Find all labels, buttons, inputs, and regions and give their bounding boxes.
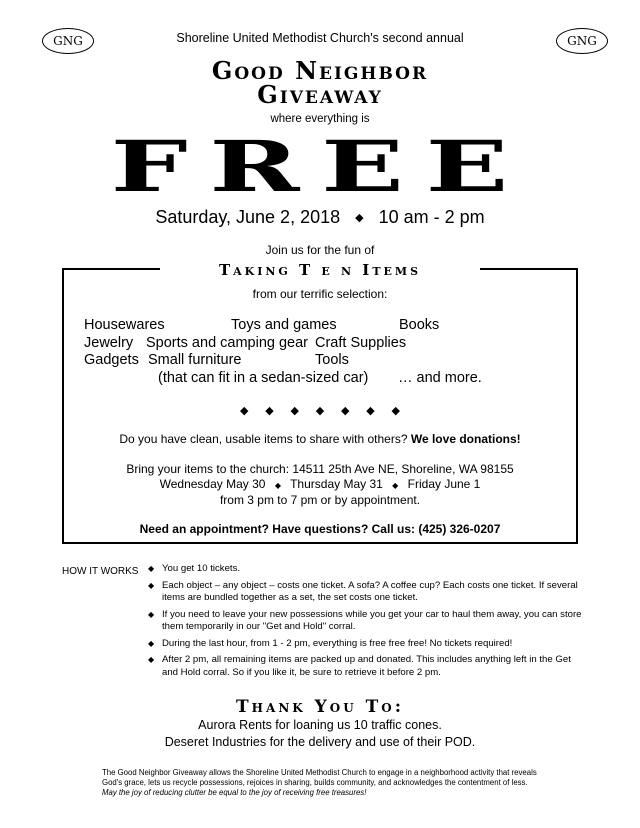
join-line: Join us for the fun of	[265, 243, 375, 257]
list-item	[148, 609, 588, 634]
intro-line: Shoreline United Methodist Church's second annual	[176, 31, 464, 45]
item-tools: Tools	[315, 352, 349, 368]
item-sports: Sports and camping gear	[146, 335, 309, 351]
thanks-title: Thank You To:	[236, 697, 404, 717]
item-craft: Craft Supplies	[315, 335, 407, 351]
diamond-icon: ◆	[355, 212, 364, 224]
diamond-icon: ◆	[315, 405, 325, 417]
bring-line: Bring your items to the church: 14511 25th Ave NE, Shoreline, WA 98155	[126, 462, 514, 476]
dropoff-days	[0, 477, 640, 491]
donation-question: Do you have clean, usable items to share with others?	[119, 432, 408, 446]
event-date: Saturday, June 2, 2018	[155, 207, 341, 227]
step-text: After 2 pm, all remaining items are packed up and donated. This includes anything left in the Get and Hold corral. So if you like it, be sure to retrieve it before 2 pm.	[162, 654, 571, 678]
step-text: You get 10 tickets.	[162, 563, 241, 574]
diamond-icon: ◆	[274, 481, 281, 490]
diamond-icon: ◆	[148, 638, 155, 648]
step-text: During the last hour, from 1 - 2 pm, everything is free free free! No tickets required!	[162, 637, 513, 649]
sedan-note: (that can fit in a sedan-sized car)	[158, 370, 369, 386]
diamond-icon: ◆	[240, 405, 249, 417]
step-text: Each object – any object – costs one ticket. A sofa? A coffee cup? Each costs one ticket. If several items are bundled together as a set, the set costs one ticket.	[162, 579, 578, 603]
diamond-icon: ◆	[148, 655, 155, 664]
donation-line	[0, 432, 640, 446]
list-item	[148, 580, 588, 605]
diamond-icon: ◆	[341, 405, 350, 417]
item-toys: Toys and games	[231, 317, 337, 333]
how-it-works-list	[148, 563, 588, 683]
diamond-icon: ◆	[148, 609, 155, 619]
title-line-1: Good Neighbor	[211, 56, 429, 85]
diamond-icon: ◆	[148, 564, 155, 573]
free-headline	[0, 125, 640, 208]
footer-text: The Good Neighbor Giveaway allows the Shoreline United Methodist Church to engage in a neighborhood activity that reveals God's grace, lets us recycle possessions, rejoices in sharing, builds community, and acknowledges the contentment of less.	[102, 768, 537, 787]
list-item	[148, 654, 588, 679]
diamond-icon: ◆	[392, 481, 399, 490]
donation-emphasis: We love donations!	[410, 432, 521, 446]
item-housewares: Housewares	[84, 317, 165, 333]
date-time-line	[0, 207, 640, 228]
thanks-line-1: Aurora Rents for loaning us 10 traffic cones.	[198, 718, 442, 732]
and-more: … and more.	[398, 370, 482, 386]
box-lead: from our terrific selection:	[252, 287, 388, 301]
contact-line: Need an appointment? Have questions? Call us: (425) 326-0207	[139, 522, 501, 536]
free-word: FREE	[110, 125, 530, 208]
item-gadgets: Gadgets	[84, 352, 139, 368]
diamond-icon: ◆	[366, 405, 375, 417]
item-books: Books	[399, 317, 440, 333]
item-jewelry: Jewelry	[84, 335, 134, 351]
gng-logo-left: GNG	[42, 28, 94, 54]
diamond-icon: ◆	[148, 580, 155, 590]
how-it-works-label: HOW IT WORKS	[62, 566, 139, 577]
event-time: 10 am - 2 pm	[378, 207, 485, 227]
list-item	[148, 638, 588, 651]
footer-note	[102, 768, 542, 798]
step-text: If you need to leave your new possessions while you get your car to haul them away, you can store them temporarily in our "Get and Hold" corral.	[162, 608, 582, 632]
diamond-icon: ◆	[290, 405, 299, 417]
diamond-icon: ◆	[265, 405, 274, 417]
day-wednesday: Wednesday May 30	[159, 477, 266, 491]
box-title: Taking T e n Items	[160, 260, 480, 280]
gng-logo-right: GNG	[556, 28, 608, 54]
day-thursday: Thursday May 31	[290, 477, 383, 491]
day-friday: Friday June 1	[407, 477, 481, 491]
footer-italic: May the joy of reducing clutter be equal to the joy of receiving free treasures!	[102, 788, 367, 797]
title-line-2: Giveaway	[257, 80, 383, 109]
diamond-icon: ◆	[391, 405, 400, 417]
dropoff-hours: from 3 pm to 7 pm or by appointment.	[219, 493, 421, 507]
dots-divider	[240, 404, 400, 417]
list-item	[148, 563, 588, 576]
subtitle: where everything is	[270, 113, 370, 125]
item-furniture: Small furniture	[148, 352, 242, 368]
thanks-line-2: Deseret Industries for the delivery and use of their POD.	[164, 735, 476, 749]
